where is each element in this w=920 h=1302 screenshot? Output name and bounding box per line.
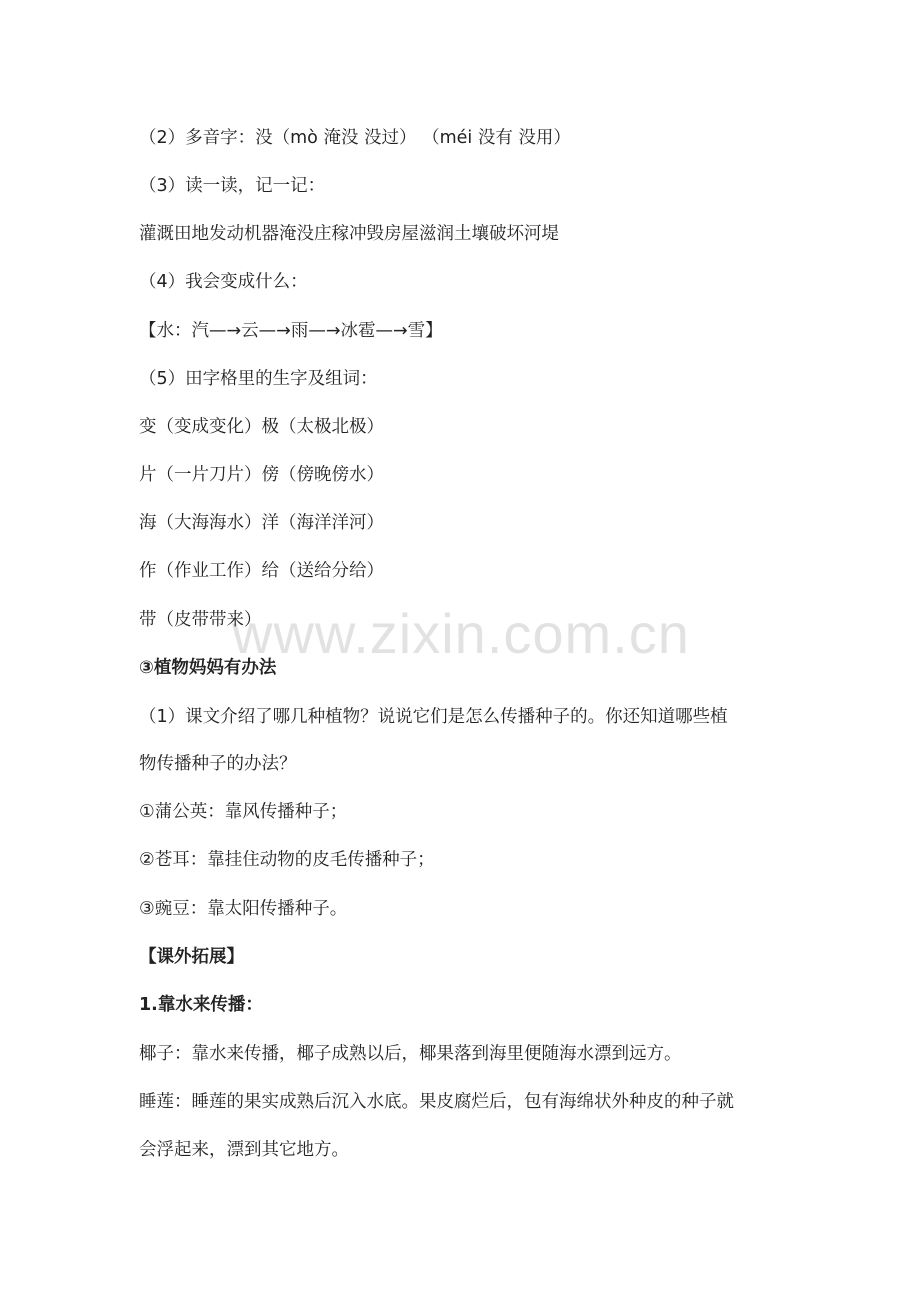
question-line-continued: 物传播种子的办法？ xyxy=(139,754,297,774)
phrase-list-line: 灌溉田地发动机器淹没庄稼冲毁房屋滋润土壤破坏河堤 xyxy=(139,224,559,244)
polyphone-line: （2）多音字：没（mò 淹没 没过） （méi 没有 没用） xyxy=(139,128,571,148)
what-will-i-become-heading: （4）我会变成什么： xyxy=(139,272,308,292)
answer-item: ①蒲公英：靠风传播种子； xyxy=(139,802,348,822)
word-group-line: 海（大海海水）洋（海洋洋河） xyxy=(139,513,384,533)
extension-heading: 【课外拓展】 xyxy=(139,947,244,967)
word-group-line: 作（作业工作）给（送给分给） xyxy=(139,561,384,581)
question-line: （1）课文介绍了哪几种植物？说说它们是怎么传播种子的。你还知道哪些植 xyxy=(139,707,728,727)
watermark-text: www.zixin.com.cn xyxy=(232,602,690,665)
new-characters-heading: （5）田字格里的生字及组词： xyxy=(139,369,378,389)
water-spread-heading: 1.靠水来传播： xyxy=(139,995,263,1015)
word-group-line: 片（一片刀片）傍（傍晚傍水） xyxy=(139,465,384,485)
answer-item: ③豌豆：靠太阳传播种子。 xyxy=(139,899,348,919)
word-group-line: 带（皮带带来） xyxy=(139,610,262,630)
coconut-paragraph: 椰子：靠水来传播，椰子成熟以后，椰果落到海里便随海水漂到远方。 xyxy=(139,1044,682,1064)
word-group-line: 变（变成变化）极（太极北极） xyxy=(139,417,384,437)
lesson-title: ③植物妈妈有办法 xyxy=(139,658,277,678)
answer-item: ②苍耳：靠挂住动物的皮毛传播种子； xyxy=(139,850,435,870)
water-lily-paragraph: 睡莲：睡莲的果实成熟后沉入水底。果皮腐烂后，包有海绵状外种皮的种子就 xyxy=(139,1092,734,1112)
water-cycle-line: 【水：汽—→云—→雨—→冰雹—→雪】 xyxy=(139,321,443,341)
read-remember-heading: （3）读一读，记一记： xyxy=(139,176,326,196)
water-lily-paragraph-continued: 会浮起来，漂到其它地方。 xyxy=(139,1140,349,1160)
